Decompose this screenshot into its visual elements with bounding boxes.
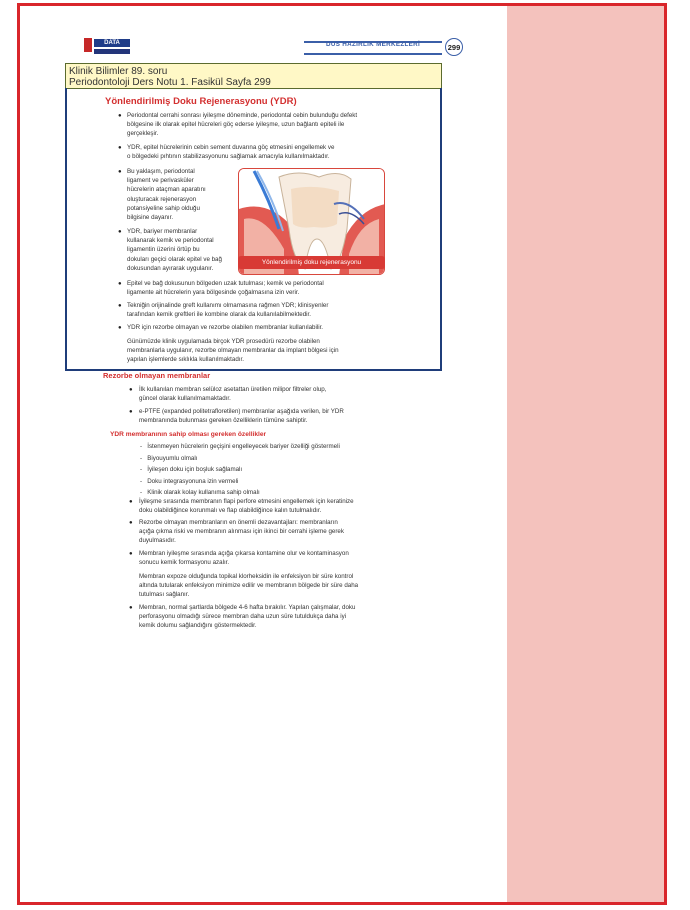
text-line: ligamentin üzerini örtüp bu	[127, 246, 200, 254]
ydr-paragraph-5	[127, 279, 427, 297]
text-line: tutulması sağlanır.	[139, 591, 190, 599]
list-item	[140, 441, 400, 453]
text-line: dokuları geçici olarak epitel ve bağ	[127, 255, 222, 263]
text-line: sonucu kemik formasyonu azalır.	[139, 559, 230, 567]
dash-marker: -	[140, 477, 148, 485]
text-line: ligamente ait hücrelerin yara bölgesinde çoğalmasına izin verir.	[127, 289, 300, 297]
bullet-icon: ●	[129, 387, 133, 393]
logo-text: DATA	[94, 39, 130, 47]
rezorbe-title: Rezorbe olmayan membranlar	[103, 371, 211, 380]
list-item	[140, 453, 400, 465]
text-line: yapılan işlemlerde sıklıkla kullanılmaktadır.	[127, 356, 244, 364]
text-line: İlk kullanılan membran selüloz asetattan üretilen milipor filtreler olup,	[139, 386, 327, 393]
bullet-icon: ●	[129, 605, 133, 611]
bullet-icon: ●	[129, 409, 133, 415]
text-line: bilgisine dayanır.	[127, 214, 174, 222]
text-line: YDR, epitel hücrelerinin cebin sement duvarına göç etmesini engellemek ve	[127, 144, 335, 151]
list-item-text: Biyouyumlu olmalı	[147, 454, 198, 462]
bullet-icon: ●	[129, 520, 133, 526]
institution-name: DUS HAZIRLIK MERKEZLERİ	[326, 41, 421, 48]
text-line: Membran, normal şartlarda bölgede 4-6 hafta bırakılır. Yapılan çalışmalar, doku	[139, 604, 356, 611]
bullet-icon: ●	[129, 499, 133, 505]
text-line: Günümüzde klinik uygulamada birçok YDR prosedürü rezorbe olabilen	[127, 338, 320, 345]
dash-marker: -	[140, 489, 148, 496]
text-line: güncel olarak kullanılmamaktadır.	[139, 395, 231, 403]
header-rule-bottom	[304, 53, 442, 55]
list-item-text: Klinik olarak kolay kullanıma sahip olmalı	[147, 489, 260, 496]
bullet-icon: ●	[118, 325, 122, 331]
right-margin-panel	[507, 6, 667, 902]
text-line: YDR, bariyer membranlar	[127, 228, 198, 235]
note-line-2: Periodontoloji Ders Notu 1. Fasikül Sayfa 299	[69, 77, 271, 88]
bullet-icon: ●	[118, 303, 122, 309]
text-line: e-PTFE (expanded politetrafloretilen) membranlar aşağıda verilen, bir YDR	[139, 408, 344, 415]
text-line: tarafından kemik greftleri ile kombine olarak da kullanılabilmektedir.	[127, 311, 311, 319]
text-line: YDR için rezorbe olmayan ve rezorbe olabilen membranlar kullanılabilir.	[127, 324, 324, 331]
rezorbe-paragraph-4	[139, 518, 429, 546]
rezorbe-paragraph-7	[139, 603, 429, 631]
text-line: dokusundan ayırarak uygulanır.	[127, 264, 214, 272]
page-number: 299	[445, 38, 463, 56]
rezorbe-paragraph-5	[139, 549, 429, 567]
ydr-paragraph-6	[127, 301, 427, 319]
rezorbe-paragraph-6	[139, 572, 429, 600]
text-line: potansiyeline sahip olduğu	[127, 204, 200, 212]
ydr-paragraph-7	[127, 323, 427, 332]
text-line: Bu yaklaşım, periodontal	[127, 168, 195, 175]
bullet-icon: ●	[118, 229, 122, 235]
figure-caption: Yönlendirilmiş doku rejenerasyonu	[238, 256, 385, 269]
text-line: açığa çıkma riski ve membranın alınması için ikinci bir cerrahi işleme gerek	[139, 528, 344, 536]
list-item-text: İstenmeyen hücrelerin geçişini engelleyecek bariyer özelliği göstermeli	[147, 443, 340, 450]
ydr-paragraph-8	[127, 337, 427, 365]
text-line: altında tutularak enfeksiyon minimize edilir ve membranın bölgede bir süre daha	[139, 582, 359, 590]
bullet-icon: ●	[118, 113, 122, 119]
text-line: membranlarla uygulanır, rezorbe olmayan membranlar da implant bölgesi için	[127, 347, 339, 355]
text-line: Periodontal cerrahi sonrası iyileşme döneminde, periodontal cebin bulunduğu defekt	[127, 112, 358, 119]
list-item	[140, 464, 400, 476]
text-line: membranında bulunması gereken özelliklerin tümüne sahiptir.	[139, 417, 308, 425]
text-line: duyulmasıdır.	[139, 537, 176, 545]
text-line: kullanarak kemik ve periodontal	[127, 237, 214, 245]
bullet-icon: ●	[129, 551, 133, 557]
rezorbe-paragraph-1	[139, 385, 429, 403]
ydr-paragraph-1	[127, 111, 427, 139]
text-line: perforasyonu olmadığı sürece membran daha uzun süre tutuldukça daha iyi	[139, 613, 347, 621]
ydr-paragraph-4	[127, 227, 237, 273]
dash-marker: -	[140, 454, 148, 462]
text-line: gerçekleşir.	[127, 130, 159, 138]
source-note	[65, 63, 442, 89]
text-line: Rezorbe olmayan membranların en önemli dezavantajları: membranların	[139, 519, 338, 526]
text-line: Tekniğin orijinalinde greft kullanımı olmamasına rağmen YDR; klinisyenler	[127, 302, 329, 309]
dash-marker: -	[140, 443, 148, 450]
text-line: doku olabildiğince korunmalı ve flap olabildiğince kalın tutulmalıdır.	[139, 507, 322, 515]
rezorbe-paragraph-3	[139, 497, 429, 515]
list-item-text: İyileşen doku için boşluk sağlamalı	[147, 466, 243, 473]
text-line: oluşturacak rejenerasyon	[127, 195, 197, 203]
note-line-1: Klinik Bilimler 89. soru	[69, 66, 168, 77]
rezorbe-paragraph-2	[139, 407, 429, 425]
text-line: bölgesine ilk olarak epitel hücreleri göç ederse iyileşme, uzun bağlantı epiteli ile	[127, 121, 345, 129]
publisher-logo	[84, 36, 134, 60]
membrane-properties-list	[140, 441, 400, 499]
list-item-text: Doku integrasyonuna izin vermeli	[147, 477, 239, 485]
text-line: Epitel ve bağ dokusunun bölgeden uzak tutulması; kemik ve periodontal	[127, 280, 324, 287]
bullet-icon: ●	[118, 169, 122, 175]
dash-marker: -	[140, 466, 148, 473]
ydr-membrane-properties-title: YDR membranının sahip olması gereken özellikler	[110, 431, 267, 438]
ydr-title: Yönlendirilmiş Doku Rejenerasyonu (YDR)	[105, 96, 297, 107]
text-line: kemik dolumu sağlandığını göstermektedir.	[139, 622, 257, 630]
text-line: İyileşme sırasında membranın flapi perfore etmesini engellemek için keratinize	[139, 498, 354, 505]
text-line: Membran iyileşme sırasında açığa çıkarsa kontamine olur ve kontaminasyon	[139, 550, 349, 557]
text-line: hücrelerin ataçman aparatını	[127, 186, 206, 194]
bullet-icon: ●	[118, 145, 122, 151]
list-item	[140, 476, 400, 488]
text-line: o bölgedeki pıhtının stabilizasyonunu sağlamak amacıyla kullanılmaktadır.	[127, 153, 330, 161]
bullet-icon: ●	[118, 281, 122, 287]
ydr-paragraph-3	[127, 167, 235, 222]
text-line: ligament ve perivasküler	[127, 177, 194, 185]
page-header	[78, 36, 466, 60]
text-line: Membran expoze olduğunda topikal klorheksidin ile enfeksiyon bir süre kontrol	[139, 573, 354, 580]
logo-subbar	[94, 49, 130, 54]
logo-mark-icon	[84, 38, 92, 52]
ydr-paragraph-2	[127, 143, 427, 161]
